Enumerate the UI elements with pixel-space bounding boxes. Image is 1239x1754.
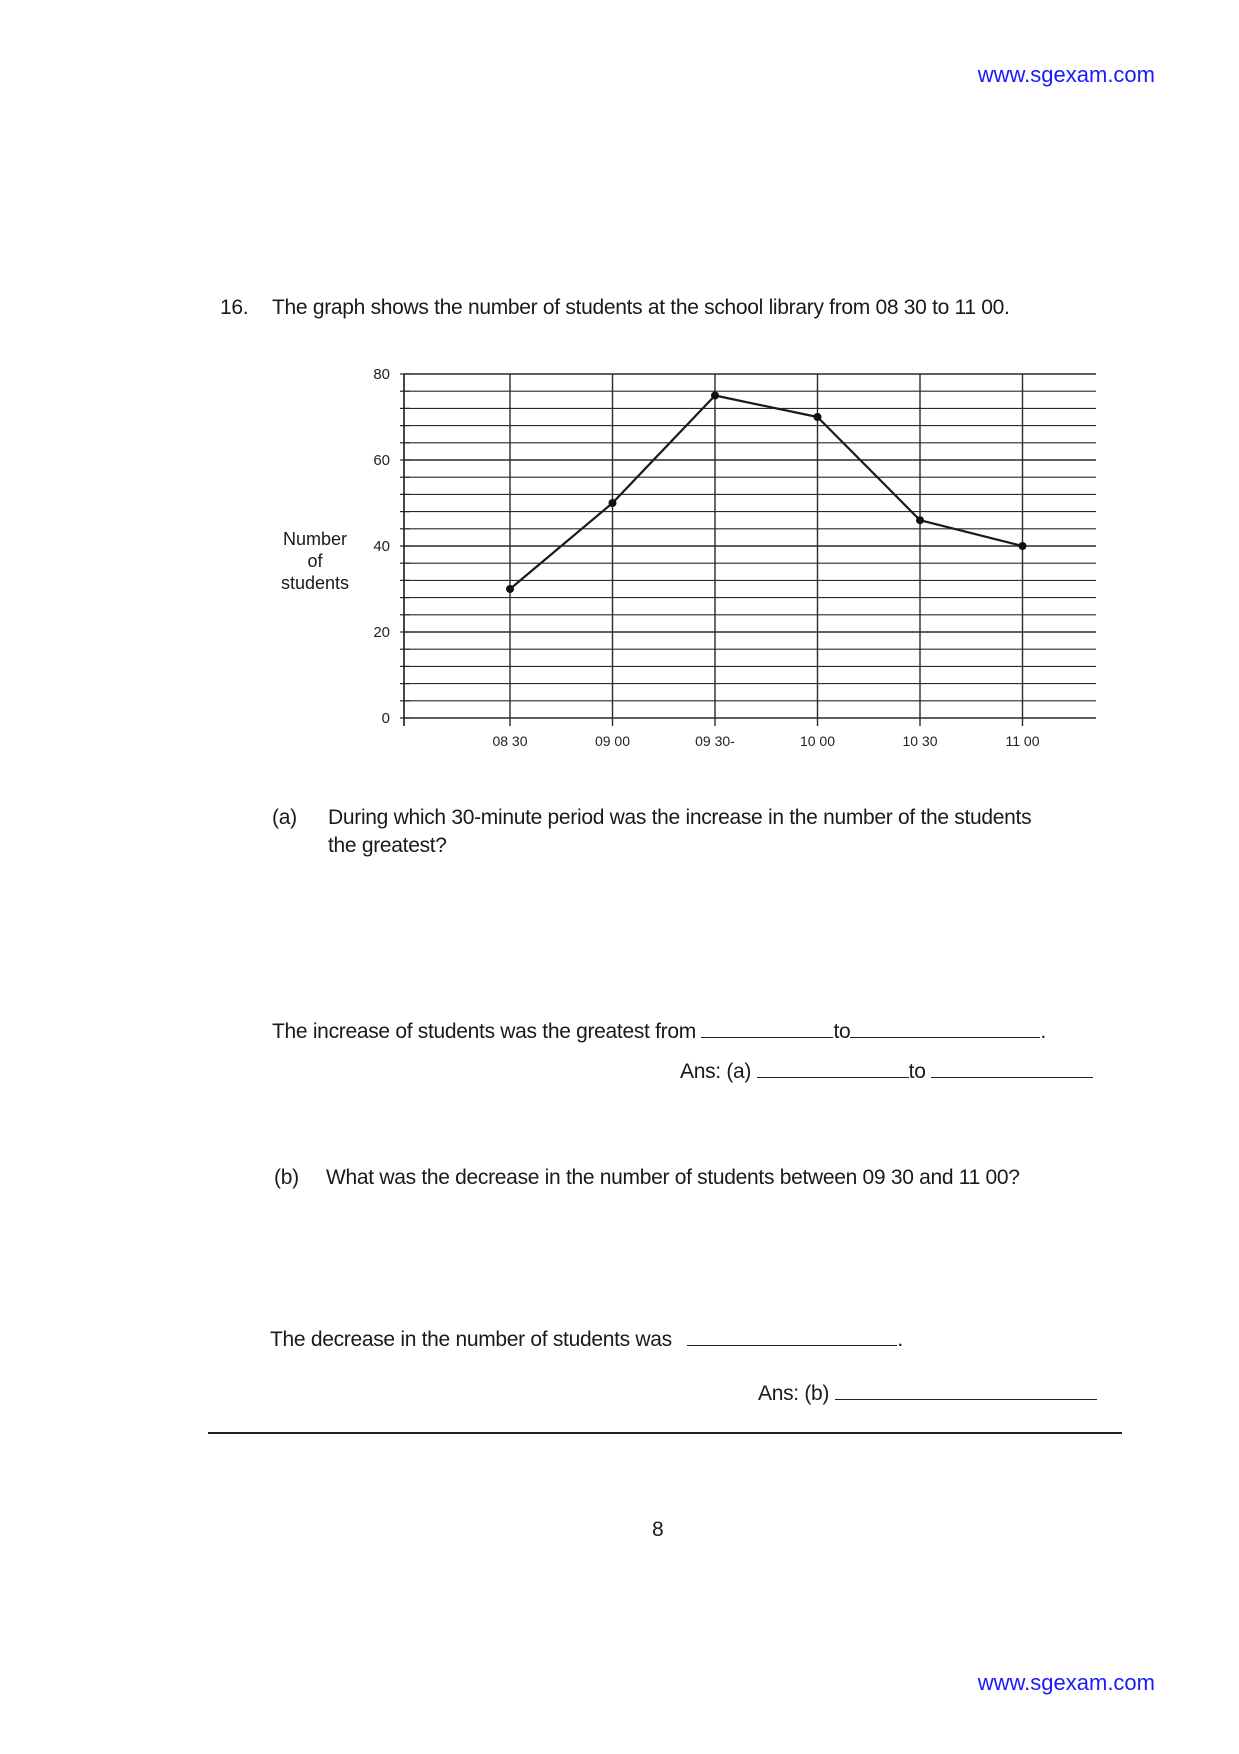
part-b-answer-sentence xyxy=(270,1328,903,1352)
part-a-ans-blank-2[interactable] xyxy=(931,1076,1093,1078)
part-a-ans-blank-1[interactable] xyxy=(757,1076,909,1078)
part-a-question-line2: the greatest? xyxy=(328,834,447,857)
y-tick-label: 40 xyxy=(373,538,390,555)
x-tick-label: 10 30 xyxy=(902,733,938,749)
y-tick-label: 60 xyxy=(373,452,390,469)
data-point xyxy=(916,516,924,524)
data-point xyxy=(711,392,719,400)
part-a-ans-label: Ans: (a) xyxy=(680,1060,752,1083)
y-tick-label: 20 xyxy=(373,624,390,641)
data-point xyxy=(609,499,617,507)
part-b-answer-blank[interactable] xyxy=(687,1344,897,1346)
header-url: www.sgexam.com xyxy=(977,62,1155,87)
part-a-question-line1: During which 30-minute period was the increase in the number of the students xyxy=(328,806,1032,829)
part-a-answer-line xyxy=(680,1060,1093,1084)
part-a-answer-sentence xyxy=(272,1020,1046,1044)
chart-ylabel-line: Number xyxy=(282,529,348,549)
series-line xyxy=(510,396,1023,590)
y-tick-label: 80 xyxy=(373,366,390,383)
x-tick-label: 09 00 xyxy=(594,733,631,749)
part-b-answer-line xyxy=(758,1382,1097,1406)
data-point xyxy=(814,413,822,421)
chart-ylabel-line: of xyxy=(307,551,323,571)
x-tick-label: 09 30- xyxy=(695,733,735,749)
part-b-answer-text: The decrease in the number of students was xyxy=(270,1328,672,1351)
chart-ylabel-line: students xyxy=(280,573,350,593)
part-a-to-blank[interactable] xyxy=(850,1036,1040,1038)
question-stem: The graph shows the number of students at the school library from 08 30 to 11 00. xyxy=(272,296,1010,319)
x-tick-label: 10 00 xyxy=(799,733,836,749)
part-a-answer-text: The increase of students was the greatest from xyxy=(272,1020,696,1043)
footer-url: www.sgexam.com xyxy=(977,1670,1155,1695)
part-b-label: (b) xyxy=(274,1166,299,1189)
part-b-ans-label: Ans: (b) xyxy=(758,1382,830,1405)
part-a-period: . xyxy=(1040,1020,1046,1043)
part-b-period: . xyxy=(897,1328,903,1351)
x-tick-label: 08 30 xyxy=(492,733,528,749)
part-b-ans-blank[interactable] xyxy=(835,1398,1097,1400)
part-a-label: (a) xyxy=(272,806,297,829)
section-divider xyxy=(208,1432,1122,1434)
part-a-from-blank[interactable] xyxy=(701,1036,833,1038)
part-a-to-word: to xyxy=(833,1020,851,1043)
students-line-chart xyxy=(0,0,1239,780)
data-point xyxy=(1019,542,1027,550)
part-b-question: What was the decrease in the number of students between 09 30 and 11 00? xyxy=(326,1166,1020,1189)
data-point xyxy=(506,585,514,593)
question-number: 16. xyxy=(220,296,249,319)
page-number: 8 xyxy=(652,1518,664,1541)
part-a-ans-to: to xyxy=(908,1060,926,1083)
x-tick-label: 11 00 xyxy=(1005,733,1040,749)
y-tick-label: 0 xyxy=(381,710,390,727)
